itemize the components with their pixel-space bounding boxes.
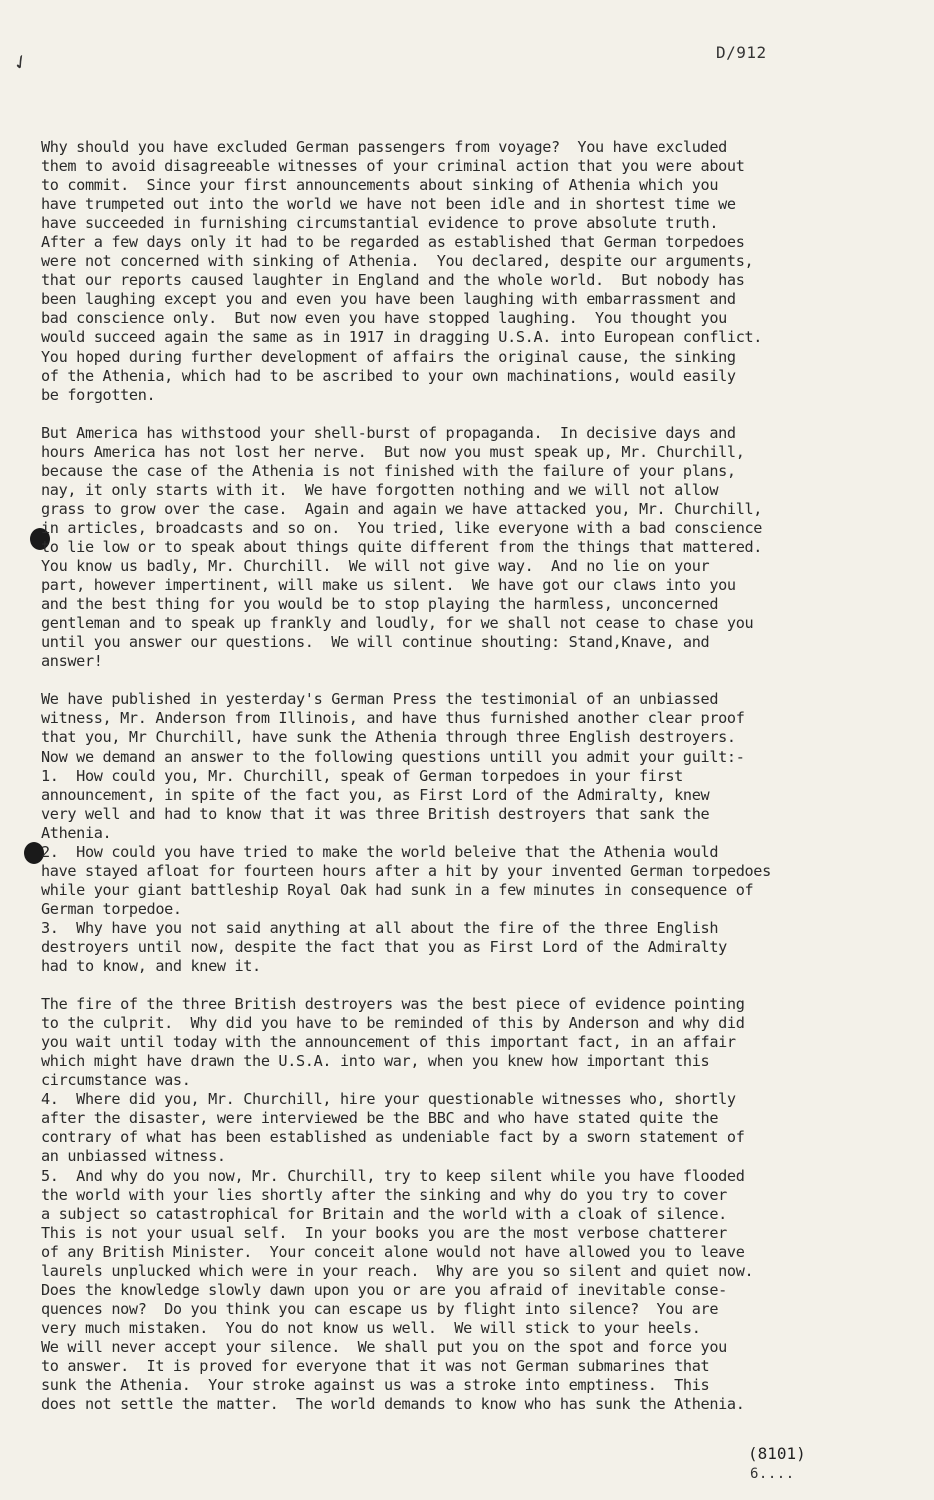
- text-line: We have published in yesterday's German Press the testimonial of an unbiassed: [41, 690, 719, 709]
- text-line: a subject so catastrophical for Britain and the world with a cloak of silence.: [41, 1204, 727, 1223]
- text-line: very well and had to know that it was three British destroyers that sank the: [41, 804, 710, 823]
- paragraph: [41, 424, 921, 672]
- document-reference: D/912: [716, 43, 767, 62]
- text-line: German torpedoe.: [41, 899, 182, 918]
- text-line: contrary of what has been established as undeniable fact by a sworn statement of: [41, 1128, 745, 1147]
- paragraph-gap: [41, 405, 921, 424]
- text-line: have succeeded in furnishing circumstantial evidence to prove absolute truth.: [41, 214, 719, 233]
- text-line: been laughing except you and even you have been laughing with embarrassment and: [41, 290, 736, 309]
- text-line: be forgotten.: [41, 385, 156, 404]
- text-line: 4. Where did you, Mr. Churchill, hire your questionable witnesses who, shortly: [41, 1090, 736, 1109]
- text-line: would succeed again the same as in 1917 in dragging U.S.A. into European conflict.: [41, 328, 763, 347]
- text-line: that our reports caused laughter in England and the whole world. But nobody has: [41, 271, 745, 290]
- text-line: Athenia.: [41, 823, 112, 842]
- text-line: answer!: [41, 652, 103, 671]
- text-line: you wait until today with the announcement of this important fact, in an affair: [41, 1033, 736, 1052]
- page-code: (8101): [748, 1444, 806, 1463]
- text-line: have trumpeted out into the world we have not been idle and in shortest time we: [41, 195, 736, 214]
- paragraph-gap: [41, 976, 921, 995]
- text-line: 5. And why do you now, Mr. Churchill, try to keep silent while you have flooded: [41, 1166, 745, 1185]
- paragraph: [41, 690, 921, 976]
- text-line: and the best thing for you would be to stop playing the harmless, unconcerned: [41, 595, 719, 614]
- text-line: circumstance was.: [41, 1071, 191, 1090]
- text-line: them to avoid disagreeable witnesses of your criminal action that you were about: [41, 157, 745, 176]
- paragraph-gap: [41, 671, 921, 690]
- text-line: Now we demand an answer to the following questions untill you admit your guilt:-: [41, 747, 745, 766]
- text-line: to commit. Since your first announcements about sinking of Athenia which you: [41, 176, 719, 195]
- text-line: had to know, and knew it.: [41, 957, 261, 976]
- text-line: 2. How could you have tried to make the world beleive that the Athenia would: [41, 842, 719, 861]
- text-line: nay, it only starts with it. We have forgotten nothing and we will not allow: [41, 480, 719, 499]
- margin-tick-mark: ✓: [8, 48, 33, 77]
- text-line: to the culprit. Why did you have to be reminded of this by Anderson and why did: [41, 1014, 745, 1033]
- document-body: [41, 138, 921, 1414]
- text-line: have stayed afloat for fourteen hours after a hit by your invented German torpedoes: [41, 861, 771, 880]
- text-line: sunk the Athenia. Your stroke against us was a stroke into emptiness. This: [41, 1376, 710, 1395]
- text-line: while your giant battleship Royal Oak had sunk in a few minutes in consequence of: [41, 880, 754, 899]
- text-line: does not settle the matter. The world demands to know who has sunk the Athenia.: [41, 1395, 745, 1414]
- text-line: But America has withstood your shell-burst of propaganda. In decisive days and: [41, 423, 736, 442]
- text-line: destroyers until now, despite the fact that you as First Lord of the Admiralty: [41, 937, 727, 956]
- text-line: After a few days only it had to be regarded as established that German torpedoes: [41, 233, 745, 252]
- text-line: very much mistaken. You do not know us well. We will stick to your heels.: [41, 1318, 701, 1337]
- paragraph: [41, 995, 921, 1414]
- text-line: until you answer our questions. We will continue shouting: Stand,Knave, and: [41, 633, 710, 652]
- text-line: which might have drawn the U.S.A. into war, when you knew how important this: [41, 1052, 710, 1071]
- text-line: witness, Mr. Anderson from Illinois, and have thus furnished another clear proof: [41, 709, 745, 728]
- text-line: 1. How could you, Mr. Churchill, speak of German torpedoes in your first: [41, 766, 683, 785]
- text-line: We will never accept your silence. We shall put you on the spot and force you: [41, 1337, 727, 1356]
- text-line: of any British Minister. Your conceit alone would not have allowed you to leave: [41, 1242, 745, 1261]
- text-line: This is not your usual self. In your books you are the most verbose chatterer: [41, 1223, 727, 1242]
- text-line: quences now? Do you think you can escape us by flight into silence? You are: [41, 1299, 719, 1318]
- text-line: gentleman and to speak up frankly and loudly, for we shall not cease to chase you: [41, 614, 754, 633]
- text-line: The fire of the three British destroyers was the best piece of evidence pointing: [41, 995, 745, 1014]
- text-line: to answer. It is proved for everyone that it was not German submarines that: [41, 1357, 710, 1375]
- continuation-marker: 6....: [750, 1466, 795, 1482]
- text-line: grass to grow over the case. Again and again we have attacked you, Mr. Churchill,: [41, 499, 763, 518]
- text-line: part, however impertinent, will make us silent. We have got our claws into you: [41, 576, 736, 595]
- text-line: bad conscience only. But now even you have stopped laughing. You thought you: [41, 309, 727, 328]
- text-line: after the disaster, were interviewed be the BBC and who have stated quite the: [41, 1109, 719, 1128]
- text-line: to lie low or to speak about things quite different from the things that mattered.: [41, 537, 763, 556]
- text-line: that you, Mr Churchill, have sunk the Athenia through three English destroyers.: [41, 728, 736, 747]
- text-line: in articles, broadcasts and so on. You tried, like everyone with a bad conscience: [41, 518, 763, 537]
- text-line: You hoped during further development of affairs the original cause, the sinking: [41, 347, 736, 366]
- text-line: Does the knowledge slowly dawn upon you or are you afraid of inevitable conse-: [41, 1280, 727, 1299]
- text-line: 3. Why have you not said anything at all about the fire of the three English: [41, 918, 719, 937]
- text-line: laurels unplucked which were in your reach. Why are you so silent and quiet now.: [41, 1261, 754, 1280]
- text-line: the world with your lies shortly after the sinking and why do you try to cover: [41, 1185, 727, 1204]
- text-line: hours America has not lost her nerve. But now you must speak up, Mr. Churchill,: [41, 442, 745, 461]
- paragraph: [41, 138, 921, 405]
- text-line: of the Athenia, which had to be ascribed to your own machinations, would easily: [41, 366, 736, 385]
- text-line: announcement, in spite of the fact you, as First Lord of the Admiralty, knew: [41, 785, 710, 804]
- text-line: because the case of the Athenia is not finished with the failure of your plans,: [41, 461, 736, 480]
- text-line: were not concerned with sinking of Athenia. You declared, despite our arguments,: [41, 252, 754, 271]
- text-line: Why should you have excluded German passengers from voyage? You have excluded: [41, 138, 727, 156]
- text-line: an unbiassed witness.: [41, 1147, 226, 1166]
- text-line: You know us badly, Mr. Churchill. We will not give way. And no lie on your: [41, 557, 710, 576]
